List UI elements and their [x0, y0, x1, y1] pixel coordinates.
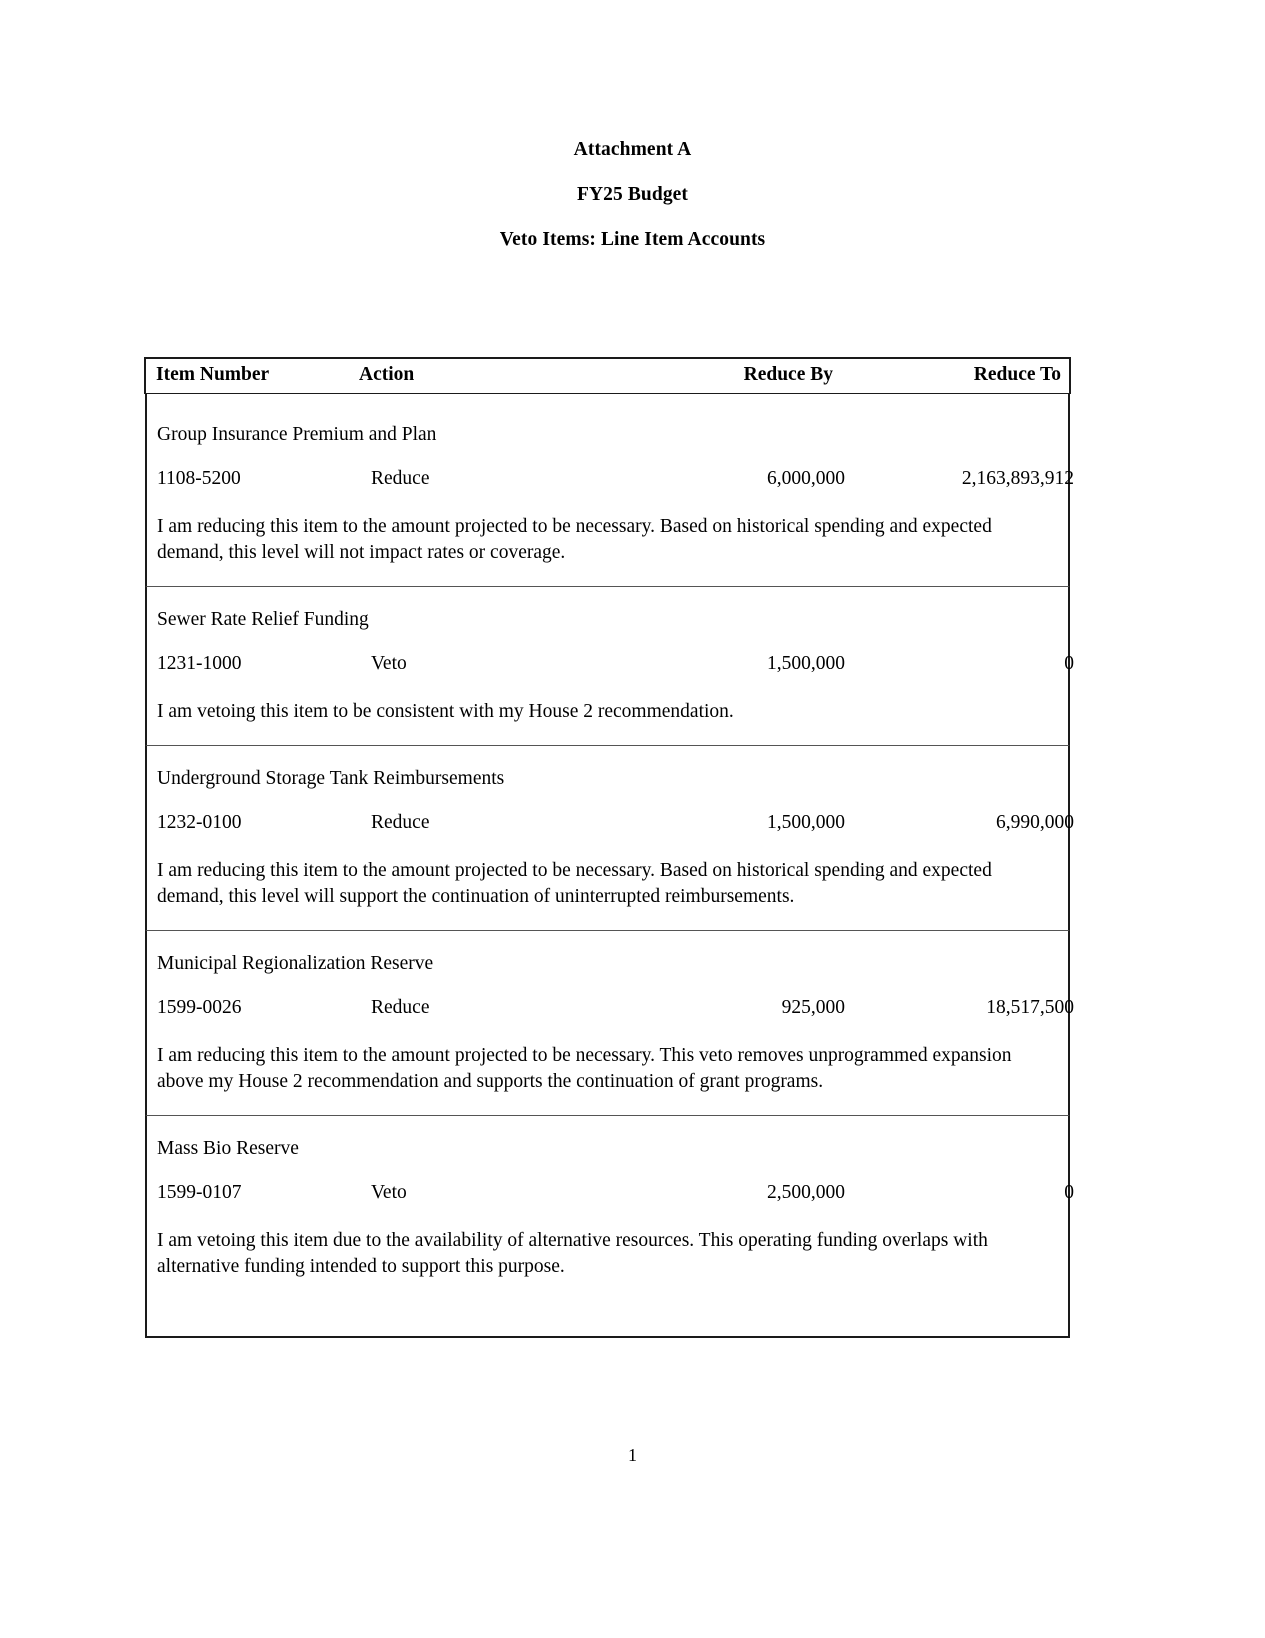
veto-item-number: 1599-0107	[157, 1182, 242, 1204]
veto-item-name: Underground Storage Tank Reimbursements	[157, 768, 505, 790]
veto-item-reduce-to: 0	[1064, 1182, 1074, 1204]
veto-item-name: Sewer Rate Relief Funding	[157, 608, 369, 630]
veto-item-reduce-to: 6,990,000	[996, 812, 1074, 834]
veto-item-number: 1232-0100	[157, 812, 242, 834]
heading-fiscal-year: FY25 Budget	[576, 183, 689, 205]
veto-item-values-row	[157, 812, 1074, 834]
veto-section	[145, 394, 1074, 587]
veto-item-values-row	[157, 653, 1074, 675]
table-body-row	[145, 394, 1070, 1338]
veto-items-table	[144, 357, 1074, 1338]
veto-section	[145, 1116, 1074, 1338]
veto-item-name: Mass Bio Reserve	[157, 1137, 299, 1159]
veto-item-reduce-by: 925,000	[781, 997, 845, 1019]
veto-item-name: Municipal Regionalization Reserve	[157, 952, 434, 974]
veto-item-description: I am vetoing this item due to the availability of alternative resources. This operating funding overlaps with alternative funding intended to support this purpose.	[157, 1230, 988, 1277]
veto-item-reduce-to: 0	[1064, 653, 1074, 675]
veto-item-reduce-by: 1,500,000	[767, 653, 845, 675]
veto-item-action: Reduce	[371, 468, 430, 490]
veto-item-number: 1231-1000	[157, 653, 242, 675]
veto-section	[145, 931, 1074, 1116]
veto-item-values-row	[157, 468, 1074, 490]
veto-item-values-row	[157, 1182, 1074, 1204]
column-header-action: Action	[359, 358, 689, 394]
veto-item-action: Veto	[371, 653, 407, 675]
veto-item-number: 1599-0026	[157, 997, 242, 1019]
veto-item-name: Group Insurance Premium and Plan	[157, 424, 437, 445]
column-header-item-number: Item Number	[145, 358, 359, 394]
veto-item-description: I am reducing this item to the amount projected to be necessary. This veto removes unprogrammed expansion above my House 2 recommendation and supports the continuation of grant programs.	[157, 1045, 1012, 1093]
page-number: 1	[628, 1445, 637, 1465]
veto-section	[145, 587, 1074, 746]
veto-item-description: I am vetoing this item to be consistent with my House 2 recommendation.	[157, 701, 734, 723]
table-header-row	[145, 358, 1070, 394]
veto-section	[145, 746, 1074, 931]
veto-item-number: 1108-5200	[157, 468, 241, 490]
veto-item-action: Veto	[371, 1182, 407, 1204]
heading-subtitle: Veto Items: Line Item Accounts	[499, 229, 766, 250]
column-header-reduce-by: Reduce By	[689, 358, 881, 394]
veto-item-action: Reduce	[371, 812, 430, 834]
veto-item-reduce-by: 1,500,000	[767, 812, 845, 834]
veto-item-description: I am reducing this item to the amount projected to be necessary. Based on historical spending and expected demand, this level will support the continuation of uninterrupted reimbursements.	[157, 860, 992, 908]
veto-item-reduce-by: 2,500,000	[767, 1182, 845, 1204]
veto-item-action: Reduce	[371, 997, 430, 1019]
veto-item-reduce-to: 18,517,500	[986, 997, 1074, 1019]
column-header-reduce-to: Reduce To	[881, 358, 1070, 394]
veto-item-description: I am reducing this item to the amount projected to be necessary. Based on historical spending and expected demand, this level will not impact rates or coverage.	[157, 516, 992, 564]
veto-item-reduce-to: 2,163,893,912	[961, 468, 1074, 490]
document-heading-block	[0, 0, 1265, 250]
heading-attachment: Attachment A	[573, 139, 692, 160]
veto-item-reduce-by: 6,000,000	[767, 468, 845, 490]
veto-item-values-row	[157, 997, 1074, 1019]
